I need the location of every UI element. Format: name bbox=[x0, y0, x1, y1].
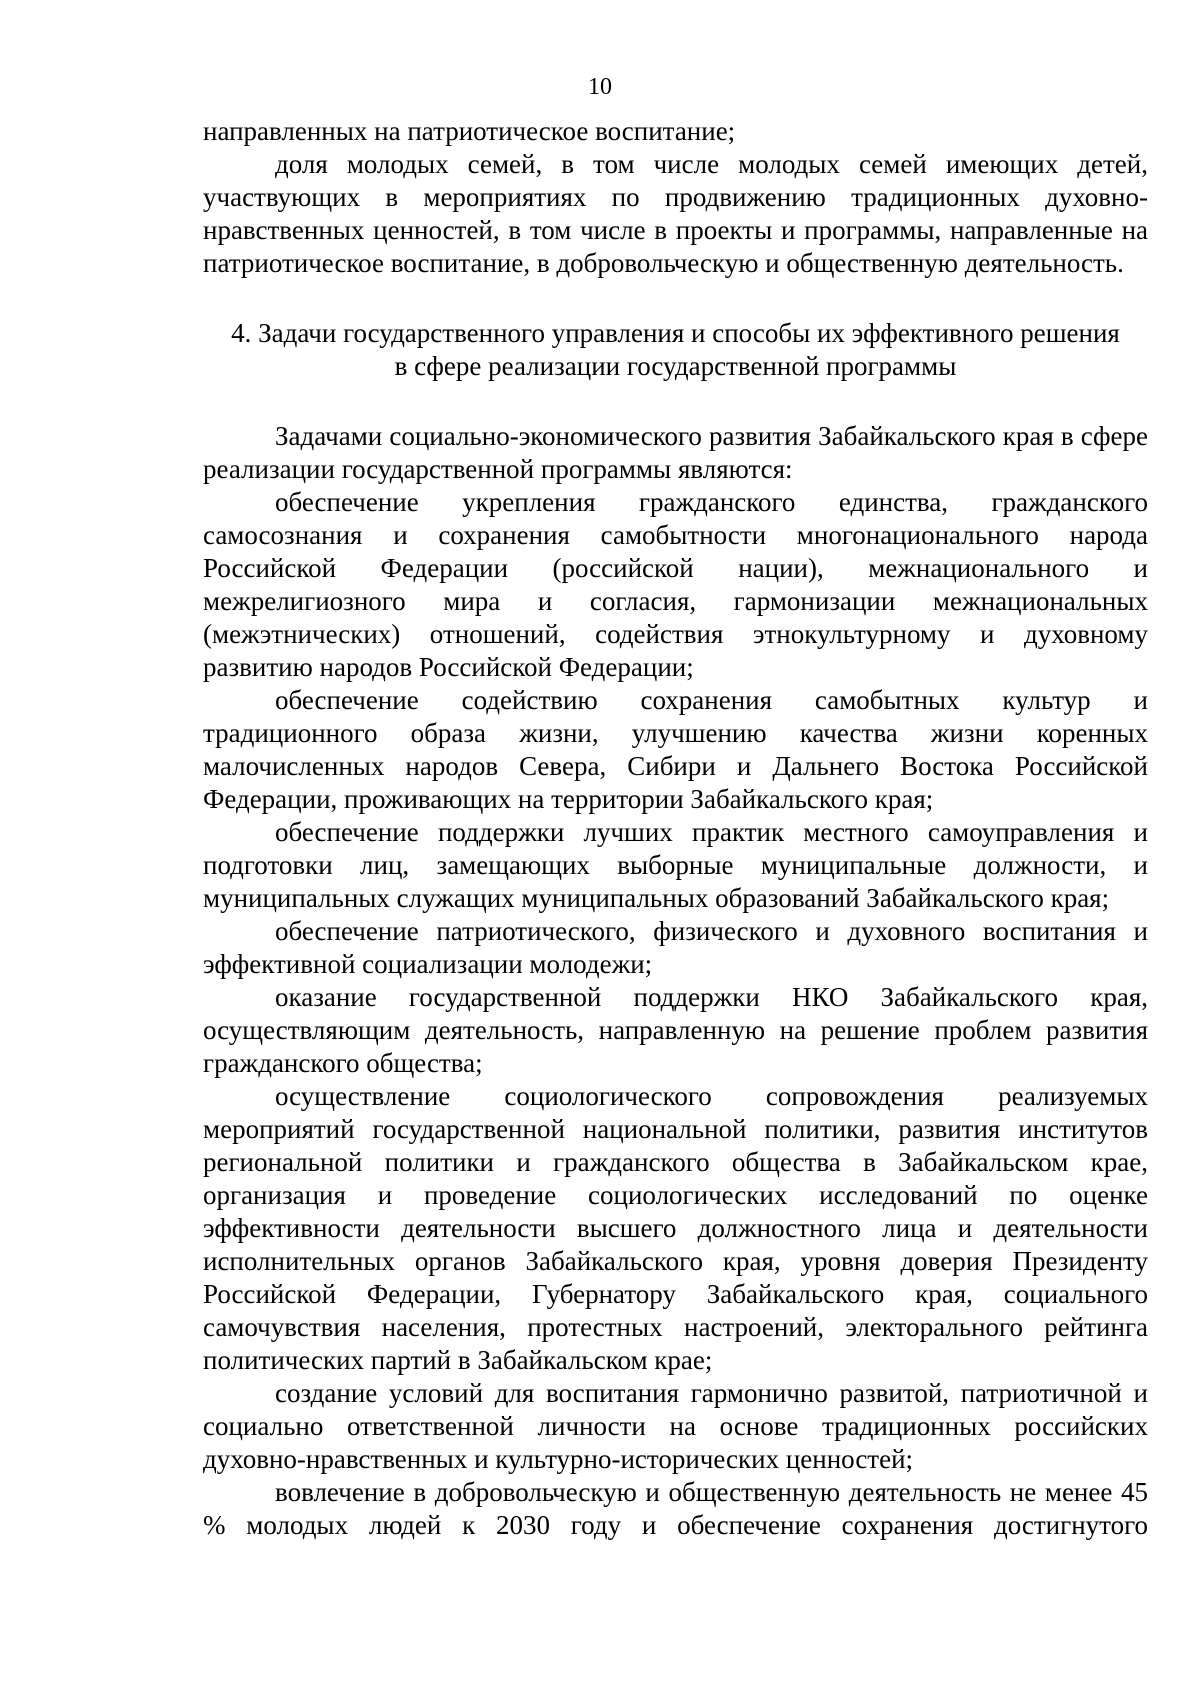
document-body bbox=[203, 115, 1148, 1542]
section-heading-line-2: в сфере реализации государственной программы bbox=[394, 351, 957, 381]
paragraph-youth-education: обеспечение патриотического, физического и духовного воспитания и эффективной социализации молодежи; bbox=[203, 916, 1148, 979]
paragraph-nko-support: оказание государственной поддержки НКО Забайкальского края, осуществляющим деятельность, направленную на решение проблем развития гражданского общества; bbox=[203, 982, 1148, 1078]
paragraph-sociological-support: осуществление социологического сопровождения реализуемых мероприятий государственной национальной политики, развития институтов региональной политики и гражданского общества в Забайкальском крае, организация и проведение социологических исследований по оценке эффективности деятельности высшего должностного лица и деятельности исполнительных органов Забайкальского края, уровня доверия Президенту Российской Федерации, Губернатору Забайкальского края, социального самочувствия населения, протестных настроений, электорального рейтинга политических партий в Забайкальском крае; bbox=[203, 1081, 1148, 1375]
page-number: 10 bbox=[588, 74, 612, 100]
paragraph-local-government: обеспечение поддержки лучших практик местного самоуправления и подготовки лиц, замещающих выборные муниципальные должности, и муниципальных служащих муниципальных образований Забайкальского края; bbox=[203, 817, 1148, 913]
paragraph-continuation: направленных на патриотическое воспитание; bbox=[203, 116, 736, 146]
section-heading-line-1: 4. Задачи государственного управления и способы их эффективного решения bbox=[231, 318, 1120, 348]
paragraph-young-families: доля молодых семей, в том числе молодых семей имеющих детей, участвующих в мероприятиях по продвижению традиционных духовно-нравственных ценностей, в том числе в проекты и программы, направленные на патриотическое воспитание, в добровольческую и общественную деятельность. bbox=[203, 149, 1148, 278]
paragraph-civic-unity: обеспечение укрепления гражданского единства, гражданского самосознания и сохранения самобытности многонационального народа Российской Федерации (российской нации), межнационального и межрелигиозного мира и согласия, гармонизации межнациональных (межэтнических) отношений, содействия этнокультурному и духовному развитию народов Российской Федерации; bbox=[203, 487, 1148, 682]
paragraph-volunteer-involvement: вовлечение в добровольческую и общественную деятельность не менее 45 % молодых людей к 2030 году и обеспечение сохранения достигнутого bbox=[203, 1477, 1148, 1540]
section-heading bbox=[203, 317, 1148, 383]
paragraph-personality-development: создание условий для воспитания гармонично развитой, патриотичной и социально ответственной личности на основе традиционных российских духовно-нравственных и культурно-исторических ценностей; bbox=[203, 1378, 1148, 1474]
paragraph-indigenous-peoples: обеспечение содействию сохранения самобытных культур и традиционного образа жизни, улучшению качества жизни коренных малочисленных народов Севера, Сибири и Дальнего Востока Российской Федерации, проживающих на территории Забайкальского края; bbox=[203, 685, 1148, 814]
paragraph-tasks-intro: Задачами социально-экономического развития Забайкальского края в сфере реализации государственной программы являются: bbox=[203, 421, 1148, 484]
